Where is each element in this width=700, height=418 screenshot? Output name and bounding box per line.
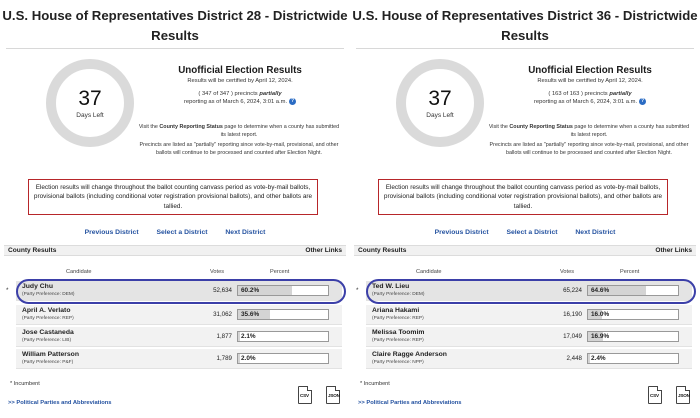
previous-district-link[interactable]: Previous District <box>434 229 489 236</box>
county-status-text: Visit the County Reporting Status page to determine when a county has submitted its latest report. <box>138 124 340 138</box>
party-preference: (Party Preference: P&F) <box>22 360 74 365</box>
incumbent-marker: * <box>356 287 359 294</box>
party-preference: (Party Preference: REP) <box>372 316 424 321</box>
incumbent-marker: * <box>6 287 9 294</box>
vote-count: 2,448 <box>566 355 582 362</box>
party-preference: (Party Preference: REP) <box>22 316 74 321</box>
page-title: U.S. House of Representatives District 28 - Districtwide Results <box>2 8 348 43</box>
precincts-note: Precincts are listed as "partially" reporting since vote-by-mail, provisional, and other ballots will continue to be processed and counted after Election Night. <box>139 142 339 156</box>
select-district-link[interactable]: Select a District <box>506 229 558 236</box>
candidate-name: Judy Chu <box>22 283 53 290</box>
status-info <box>148 64 332 107</box>
vote-count: 17,049 <box>563 333 582 340</box>
help-icon[interactable]: ? <box>641 98 645 105</box>
candidate-name: Ariana Hakami <box>372 307 420 314</box>
county-results-link[interactable]: County Results <box>8 247 57 254</box>
candidate-name: Ted W. Lieu <box>372 283 410 290</box>
highlight-oval <box>16 279 346 304</box>
table-row <box>366 327 692 347</box>
percent-bar <box>237 353 329 364</box>
col-percent: Percent <box>270 269 290 275</box>
political-parties-link[interactable]: >> Political Parties and Abbreviations <box>8 400 112 406</box>
precincts-note: Precincts are listed as "partially" reporting since vote-by-mail, provisional, and other ballots will continue to be processed and counted after Election Night. <box>489 142 689 156</box>
percent-bar-fill <box>238 354 240 363</box>
candidate-name: April A. Verlato <box>22 307 71 314</box>
percent-value: 16.9% <box>591 333 610 340</box>
party-preference: (Party Preference: NPP) <box>372 360 424 365</box>
vote-count: 31,062 <box>213 311 232 318</box>
table-row <box>16 327 342 347</box>
table-row <box>16 349 342 369</box>
percent-value: 2.4% <box>591 355 606 362</box>
certify-text: Results will be certified by April 12, 2024. <box>537 78 643 84</box>
days-left-label: Days Left <box>76 112 104 119</box>
percent-bar-fill <box>588 354 590 363</box>
percent-bar <box>237 309 329 320</box>
status-heading: Unofficial Election Results <box>178 65 302 76</box>
table-row <box>16 305 342 325</box>
percent-bar <box>237 331 329 342</box>
percent-bar <box>587 353 679 364</box>
col-candidate: Candidate <box>66 269 92 275</box>
days-left-number: 37 <box>78 87 102 110</box>
reporting-time: reporting as of March 6, 2024, 3:01 a.m. ? <box>183 98 295 106</box>
status-info <box>498 64 682 107</box>
district-nav <box>352 229 698 236</box>
party-preference: (Party Preference: LIB) <box>22 338 72 343</box>
percent-value: 35.6% <box>241 311 260 318</box>
other-links-link[interactable]: Other Links <box>305 247 342 254</box>
results-toolbar <box>4 245 346 256</box>
results-toolbar <box>354 245 696 256</box>
warning-box: Election results will change throughout the ballot counting canvass period as vote-by-mail ballots, provisional ballots (including conditional voter registration provisional ballots), and other ballots are tallied. <box>28 179 318 215</box>
warning-box: Election results will change throughout the ballot counting canvass period as vote-by-mail ballots, provisional ballots (including conditional voter registration provisional ballots), and other ballots are tallied. <box>378 179 668 215</box>
reporting-time: reporting as of March 6, 2024, 3:01 a.m. ? <box>533 98 645 106</box>
table-row <box>366 349 692 369</box>
certify-text: Results will be certified by April 12, 2024. <box>187 78 293 84</box>
previous-district-link[interactable]: Previous District <box>84 229 139 236</box>
candidate-name: Jose Castaneda <box>22 329 74 336</box>
days-left-number: 37 <box>428 87 452 110</box>
precincts-reporting: ( 163 of 163 ) precincts partially <box>548 90 632 97</box>
percent-value: 60.2% <box>241 287 260 294</box>
percent-bar-fill <box>238 332 240 341</box>
candidate-name: William Patterson <box>22 351 79 358</box>
json-download-icon[interactable]: JSON <box>326 386 340 404</box>
next-district-link[interactable]: Next District <box>225 229 266 236</box>
highlight-oval <box>366 279 696 304</box>
results-panel-district-36 <box>352 0 698 418</box>
table-row <box>366 305 692 325</box>
precincts-reporting: ( 347 of 347 ) precincts partially <box>198 90 282 97</box>
col-percent: Percent <box>620 269 640 275</box>
vote-count: 1,789 <box>216 355 232 362</box>
percent-bar <box>587 309 679 320</box>
col-candidate: Candidate <box>416 269 442 275</box>
csv-download-icon[interactable]: CSV <box>298 386 312 404</box>
candidate-name: Claire Ragge Anderson <box>372 351 447 358</box>
party-preference: (Party Preference: DEM) <box>22 292 75 297</box>
percent-value: 16.0% <box>591 311 610 318</box>
other-links-link[interactable]: Other Links <box>655 247 692 254</box>
col-votes: Votes <box>560 269 574 275</box>
vote-count: 16,190 <box>563 311 582 318</box>
days-left-ring <box>46 59 134 147</box>
percent-value: 64.6% <box>591 287 610 294</box>
next-district-link[interactable]: Next District <box>575 229 616 236</box>
col-votes: Votes <box>210 269 224 275</box>
county-reporting-status-link[interactable]: County Reporting Status <box>509 124 573 130</box>
candidate-name: Melissa Toomim <box>372 329 425 336</box>
district-nav <box>2 229 348 236</box>
county-reporting-status-link[interactable]: County Reporting Status <box>159 124 223 130</box>
title-divider <box>356 48 694 49</box>
vote-count: 1,877 <box>216 333 232 340</box>
help-icon[interactable]: ? <box>291 98 295 105</box>
percent-value: 2.1% <box>241 333 256 340</box>
vote-count: 52,634 <box>213 287 232 294</box>
vote-count: 65,224 <box>563 287 582 294</box>
select-district-link[interactable]: Select a District <box>156 229 208 236</box>
days-left-label: Days Left <box>426 112 454 119</box>
county-status-text: Visit the County Reporting Status page to determine when a county has submitted its latest report. <box>488 124 690 138</box>
percent-value: 2.0% <box>241 355 256 362</box>
status-heading: Unofficial Election Results <box>528 65 652 76</box>
csv-download-icon[interactable]: CSV <box>648 386 662 404</box>
political-parties-link[interactable]: >> Political Parties and Abbreviations <box>358 400 462 406</box>
days-left-ring <box>396 59 484 147</box>
title-divider <box>6 48 344 49</box>
party-preference: (Party Preference: DEM) <box>372 292 425 297</box>
incumbent-footnote: * Incumbent <box>360 381 390 387</box>
county-results-link[interactable]: County Results <box>358 247 407 254</box>
party-preference: (Party Preference: REP) <box>372 338 424 343</box>
results-panel-district-28 <box>2 0 348 418</box>
percent-bar <box>587 331 679 342</box>
incumbent-footnote: * Incumbent <box>10 381 40 387</box>
json-download-icon[interactable]: JSON <box>676 386 690 404</box>
page-title: U.S. House of Representatives District 36 - Districtwide Results <box>352 8 698 43</box>
